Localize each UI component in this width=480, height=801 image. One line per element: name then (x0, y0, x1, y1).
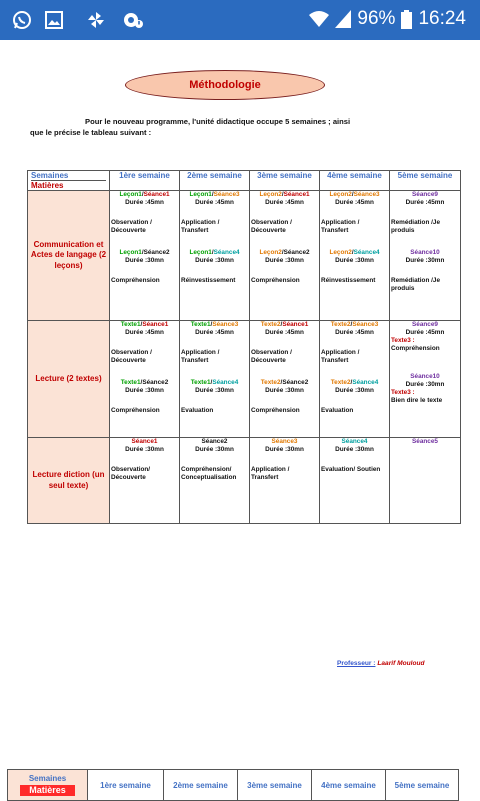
seance-number: Séance4 (353, 249, 380, 256)
seance-unit: Texte1 (120, 321, 141, 328)
title-oval (125, 70, 325, 100)
bottom-week-1: 1ère semaine (88, 770, 164, 801)
seance-separator: / (350, 321, 353, 328)
cell-content (320, 321, 389, 415)
seance-number: Séance10 (410, 249, 440, 256)
activity: Observation / Découverte (111, 349, 152, 364)
gallery-icon (44, 10, 64, 30)
cell-content (320, 438, 389, 474)
seance-separator: / (141, 191, 144, 198)
header-week-5: 5ème semaine (390, 171, 461, 191)
seance-number: Séance2 (143, 249, 170, 256)
duration: Durée :45mn (265, 329, 304, 336)
table-cell (110, 191, 180, 321)
seance-label (250, 379, 319, 387)
table-row-communication (28, 191, 461, 321)
spacer (320, 265, 389, 277)
header-week-2: 2ème semaine (180, 171, 250, 191)
table-cell (110, 321, 180, 438)
seance-number: Séance1 (283, 191, 310, 198)
seance-unit: Texte2 (260, 321, 281, 328)
row-label-lecture-diction: Lecture diction (un seul texte) (28, 438, 110, 524)
whatsapp-icon (12, 10, 32, 30)
cell-content (250, 191, 319, 285)
table-row-lecture-diction (28, 438, 461, 524)
intro-line-1: Pour le nouveau programme, l'unité didactique occupe 5 semaines ; ainsi (85, 117, 351, 126)
seance-label (320, 249, 389, 257)
table-row-lecture (28, 321, 461, 438)
seance-number: Séance4 (352, 379, 379, 386)
seance-number: Séance3 (353, 191, 380, 198)
seance-label (180, 249, 249, 257)
spacer (180, 337, 249, 349)
table-cell (390, 191, 461, 321)
spacer (110, 337, 179, 349)
activity: Compréhension (391, 345, 440, 352)
duration: Durée :45mn (125, 329, 164, 336)
bottom-week-3: 3ème semaine (238, 770, 312, 801)
seance-label (180, 191, 249, 199)
cell-content (390, 191, 460, 293)
seance-number: Séance1 (282, 321, 309, 328)
cell-content (250, 321, 319, 415)
activity: Observation / Découverte (251, 219, 292, 234)
activity: Bien dire le texte (391, 397, 443, 404)
seance-number: Séance3 (212, 321, 239, 328)
spacer (250, 395, 319, 407)
header-week-4: 4ème semaine (320, 171, 390, 191)
cell-content (110, 321, 179, 415)
seance-unit: Texte1 (190, 379, 211, 386)
activity: Evaluation (181, 407, 214, 414)
table-header-row (28, 171, 461, 191)
spacer (110, 265, 179, 277)
professor-label: Professeur : (337, 660, 376, 667)
duration: Durée :30mn (195, 257, 234, 264)
duration: Durée :30mn (265, 257, 304, 264)
seance-separator: / (210, 321, 213, 328)
spacer (320, 369, 389, 379)
duration: Durée :30mn (405, 381, 445, 388)
activity: Observation/ Découverte (111, 466, 151, 481)
spacer (320, 454, 389, 466)
spacer (110, 207, 179, 219)
signal-icon (335, 10, 351, 28)
seance-unit: Texte2 (260, 379, 281, 386)
cell-content (180, 191, 249, 285)
spacer (110, 239, 179, 249)
battery-percent: 96% (357, 8, 396, 29)
settings-notification-icon (122, 10, 144, 30)
seance-number: Séance1 (143, 191, 170, 198)
duration: Durée :30mn (195, 387, 234, 394)
activity: Remédiation /Je produis (391, 277, 441, 292)
seance-separator: / (350, 379, 353, 386)
spacer (180, 207, 249, 219)
table-cell (250, 321, 320, 438)
activity: Réinvestissement (321, 277, 376, 284)
professor-name: Laarif Mouloud (377, 660, 425, 667)
spacer (320, 395, 389, 407)
document-page (0, 40, 480, 800)
spacer (250, 265, 319, 277)
seance-number: Séance2 (282, 379, 309, 386)
duration: Durée :30mn (265, 387, 304, 394)
spacer (250, 207, 319, 219)
table-cell (320, 191, 390, 321)
table-cell (250, 191, 320, 321)
seance-separator: / (351, 249, 354, 256)
table-cell (320, 321, 390, 438)
duration: Durée :30mn (125, 446, 164, 453)
activity: Compréhension (111, 407, 160, 414)
spacer (180, 454, 249, 466)
duration: Durée :45mn (195, 329, 234, 336)
activity: Application / Transfert (251, 466, 290, 481)
duration: Durée :30mn (335, 387, 374, 394)
seance-number: Séance4 (341, 438, 368, 445)
activity: Compréhension (111, 277, 160, 284)
seance-label (320, 379, 389, 387)
seance-separator: / (211, 249, 214, 256)
seance-number: Séance4 (213, 249, 240, 256)
seance-label (110, 191, 179, 199)
duration: Durée :45mn (195, 199, 234, 206)
spacer (390, 239, 460, 249)
activity: Evaluation (321, 407, 354, 414)
table-cell (180, 321, 250, 438)
seance-separator: / (280, 321, 283, 328)
table-cell (390, 321, 461, 438)
cell-content (180, 438, 249, 482)
seance-unit: Leçon2 (259, 191, 282, 198)
seance-number: Séance1 (131, 438, 158, 445)
seance-unit: Texte2 (330, 379, 351, 386)
duration: Durée :45mn (405, 199, 445, 206)
seance-number: Séance3 (213, 191, 240, 198)
header-semaines: Semaines (31, 171, 106, 181)
table-cell (320, 438, 390, 524)
spacer (390, 446, 460, 458)
spacer (110, 395, 179, 407)
intro-line-2: que le précise le tableau suivant : (30, 128, 152, 137)
seance-unit: Leçon2 (259, 249, 282, 256)
seance-number: Séance1 (142, 321, 169, 328)
bottom-week-4: 4ème semaine (312, 770, 386, 801)
seance-number: Séance3 (352, 321, 379, 328)
document-title: Méthodologie (189, 79, 261, 91)
header-corner-cell (28, 171, 110, 191)
seance-label (320, 191, 389, 199)
duration: Durée :30mn (335, 257, 374, 264)
pinwheel-icon (86, 10, 106, 30)
battery-icon (401, 10, 412, 29)
activity: Application / Transfert (321, 349, 360, 364)
spacer (180, 265, 249, 277)
seance-label (250, 249, 319, 257)
activity: Observation / Découverte (251, 349, 292, 364)
seance-unit: Leçon1 (119, 249, 142, 256)
seance-label (390, 249, 460, 257)
cell-content (180, 321, 249, 415)
duration: Durée :45mn (405, 329, 445, 336)
seance-number: Séance2 (201, 438, 228, 445)
row-label-communication: Communication et Actes de langage (2 leçons) (28, 191, 110, 321)
duration: Durée :30mn (265, 446, 304, 453)
seance-number: Séance2 (142, 379, 169, 386)
spacer (250, 239, 319, 249)
seance-number: Séance9 (412, 191, 438, 198)
seance-unit: Leçon1 (189, 249, 212, 256)
seance-unit: Texte1 (190, 321, 211, 328)
intro-paragraph (30, 116, 450, 138)
activity: Remédiation /Je produis (391, 219, 441, 234)
seance-separator: / (140, 379, 143, 386)
status-bar (0, 0, 480, 40)
activity: Application / Transfert (181, 349, 220, 364)
table-cell (250, 438, 320, 524)
header-week-1: 1ère semaine (110, 171, 180, 191)
table-cell (390, 438, 461, 524)
bottom-header-corner (8, 770, 88, 801)
spacer (180, 239, 249, 249)
seance-number: Séance4 (212, 379, 239, 386)
spacer (320, 337, 389, 349)
spacer (390, 207, 460, 219)
seance-number: Séance2 (283, 249, 310, 256)
row-label-lecture: Lecture (2 textes) (28, 321, 110, 438)
text-label: Texte3 : (391, 337, 415, 344)
seance-label (320, 321, 389, 329)
seance-separator: / (281, 191, 284, 198)
text-label: Texte3 : (391, 389, 415, 396)
cell-content (250, 438, 319, 482)
seance-label (180, 379, 249, 387)
seance-separator: / (141, 249, 144, 256)
seance-separator: / (281, 249, 284, 256)
duration: Durée :45mn (335, 329, 374, 336)
seance-unit: Leçon1 (189, 191, 212, 198)
seance-unit: Texte1 (120, 379, 141, 386)
spacer (110, 454, 179, 466)
duration: Durée :30mn (335, 446, 374, 453)
seance-label (390, 373, 460, 381)
seance-label (250, 191, 319, 199)
duration: Durée :30mn (125, 257, 164, 264)
activity: Compréhension/ Conceptualisation (181, 466, 237, 481)
cell-content (390, 438, 460, 458)
seance-separator: / (280, 379, 283, 386)
seance-unit: Leçon1 (119, 191, 142, 198)
wifi-icon (309, 10, 329, 28)
activity: Compréhension (251, 407, 300, 414)
clock: 16:24 (418, 8, 466, 29)
seance-separator: / (210, 379, 213, 386)
bottom-week-5: 5ème semaine (386, 770, 459, 801)
seance-unit: Leçon2 (329, 191, 352, 198)
cell-content (110, 438, 179, 482)
cell-content (390, 321, 460, 405)
activity: Réinvestissement (181, 277, 236, 284)
bottom-header-matieres: Matières (20, 785, 75, 796)
seance-separator: / (140, 321, 143, 328)
methodology-table (27, 170, 461, 524)
cell-content (110, 191, 179, 285)
seance-separator: / (211, 191, 214, 198)
spacer (250, 337, 319, 349)
activity: Application / Transfert (321, 219, 360, 234)
activity: Application / Transfert (181, 219, 220, 234)
cell-content (320, 191, 389, 285)
seance-label (390, 321, 460, 329)
spacer (390, 265, 460, 277)
seance-number: Séance5 (412, 438, 438, 445)
seance-label (180, 321, 249, 329)
activity: Compréhension (251, 277, 300, 284)
bottom-week-2: 2ème semaine (164, 770, 238, 801)
table-cell (180, 191, 250, 321)
seance-unit: Leçon2 (329, 249, 352, 256)
duration: Durée :30mn (405, 257, 445, 264)
header-matieres: Matières (31, 181, 64, 190)
spacer (390, 359, 460, 373)
second-table-header (7, 769, 459, 801)
duration: Durée :45mn (335, 199, 374, 206)
activity: Observation / Découverte (111, 219, 152, 234)
seance-label (390, 191, 460, 199)
seance-label (110, 321, 179, 329)
seance-label (250, 321, 319, 329)
spacer (320, 207, 389, 219)
duration: Durée :45mn (125, 199, 164, 206)
spacer (250, 369, 319, 379)
header-week-3: 3ème semaine (250, 171, 320, 191)
seance-unit: Texte2 (330, 321, 351, 328)
spacer (180, 395, 249, 407)
spacer (320, 239, 389, 249)
seance-label (110, 249, 179, 257)
activity: Evaluation/ Soutien (321, 466, 381, 473)
seance-separator: / (351, 191, 354, 198)
spacer (250, 454, 319, 466)
table-cell (180, 438, 250, 524)
seance-number: Séance10 (410, 373, 440, 380)
table-cell (110, 438, 180, 524)
duration: Durée :45mn (265, 199, 304, 206)
seance-label (110, 379, 179, 387)
spacer (110, 369, 179, 379)
spacer (180, 369, 249, 379)
seance-number: Séance9 (412, 321, 438, 328)
bottom-header-semaines: Semaines (28, 773, 67, 783)
duration: Durée :30mn (125, 387, 164, 394)
seance-number: Séance3 (271, 438, 298, 445)
duration: Durée :30mn (195, 446, 234, 453)
professor-signature (337, 660, 425, 667)
